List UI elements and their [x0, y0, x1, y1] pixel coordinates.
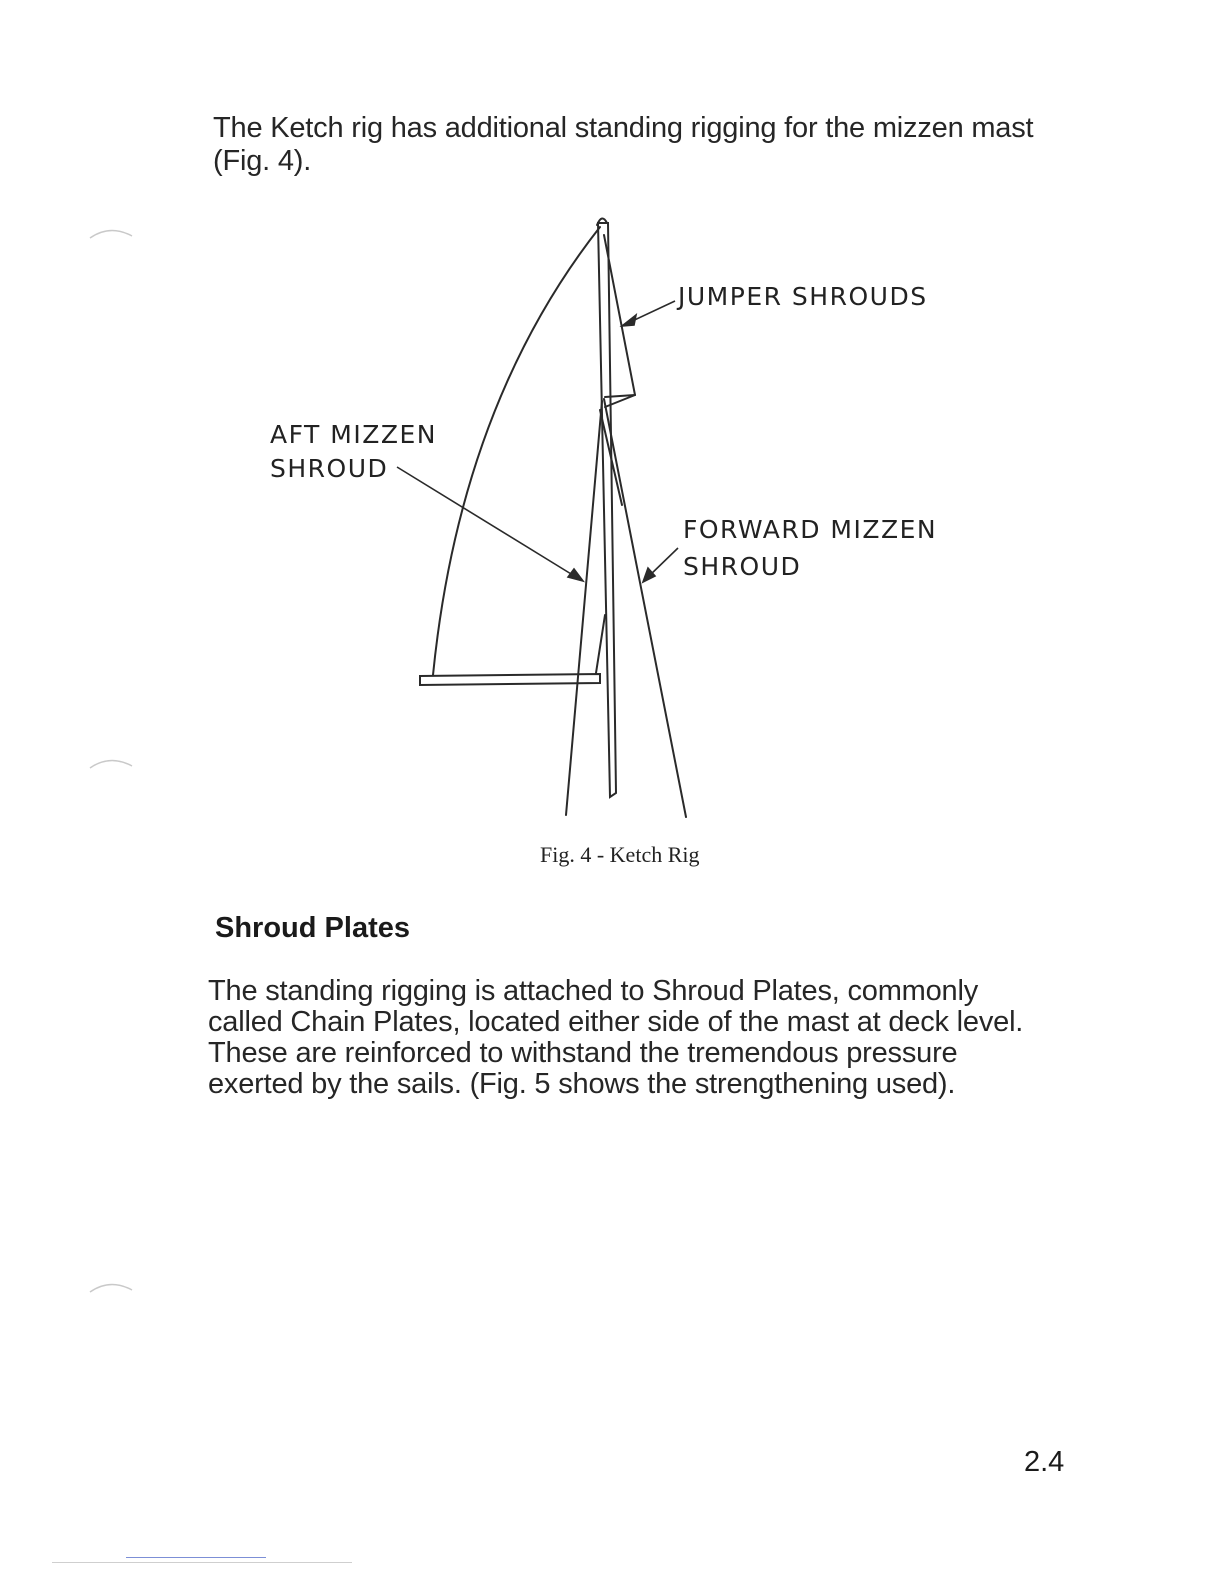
- mizzen-mast: [598, 223, 616, 797]
- punch-hole-mark-middle: [88, 752, 136, 772]
- aft-mizzen-label-line2: SHROUD: [270, 454, 389, 483]
- forward-arrowhead: [643, 568, 655, 582]
- masthead: [597, 218, 607, 225]
- aft-leader-line: [397, 467, 576, 577]
- forward-mizzen-label-line2: SHROUD: [683, 552, 802, 581]
- punch-hole-mark-bottom: [88, 1276, 136, 1296]
- section-heading: Shroud Plates: [215, 912, 410, 944]
- footer-rule-accent: [126, 1557, 266, 1558]
- jumper-shrouds-label: JUMPER SHROUDS: [678, 282, 928, 311]
- mizzen-sail-leech: [433, 227, 600, 675]
- forward-mizzen-label-line1: FORWARD MIZZEN: [683, 515, 938, 544]
- mizzen-boom: [420, 674, 600, 685]
- intro-paragraph: The Ketch rig has additional standing rigging for the mizzen mast (Fig. 4).: [213, 112, 1034, 177]
- figure-caption: Fig. 4 - Ketch Rig: [540, 842, 700, 867]
- aft-mizzen-label-line1: AFT MIZZEN: [270, 420, 437, 449]
- page-number: 2.4: [1024, 1446, 1065, 1478]
- punch-hole-mark-top: [88, 222, 136, 242]
- boom-brace: [596, 615, 605, 673]
- aft-mizzen-shroud: [566, 401, 602, 815]
- jumper-arrowhead: [622, 315, 636, 326]
- footer-rule: [52, 1562, 352, 1563]
- section-body-paragraph: The standing rigging is attached to Shroud Plates, commonly called Chain Plates, located either side of the mast at deck level. These are reinforced to withstand the tremendous pressure exerted by the sails. (Fig. 5 shows the strengthening used).: [208, 975, 1024, 1100]
- aft-arrowhead: [568, 569, 583, 581]
- ketch-rig-figure: [250, 205, 970, 835]
